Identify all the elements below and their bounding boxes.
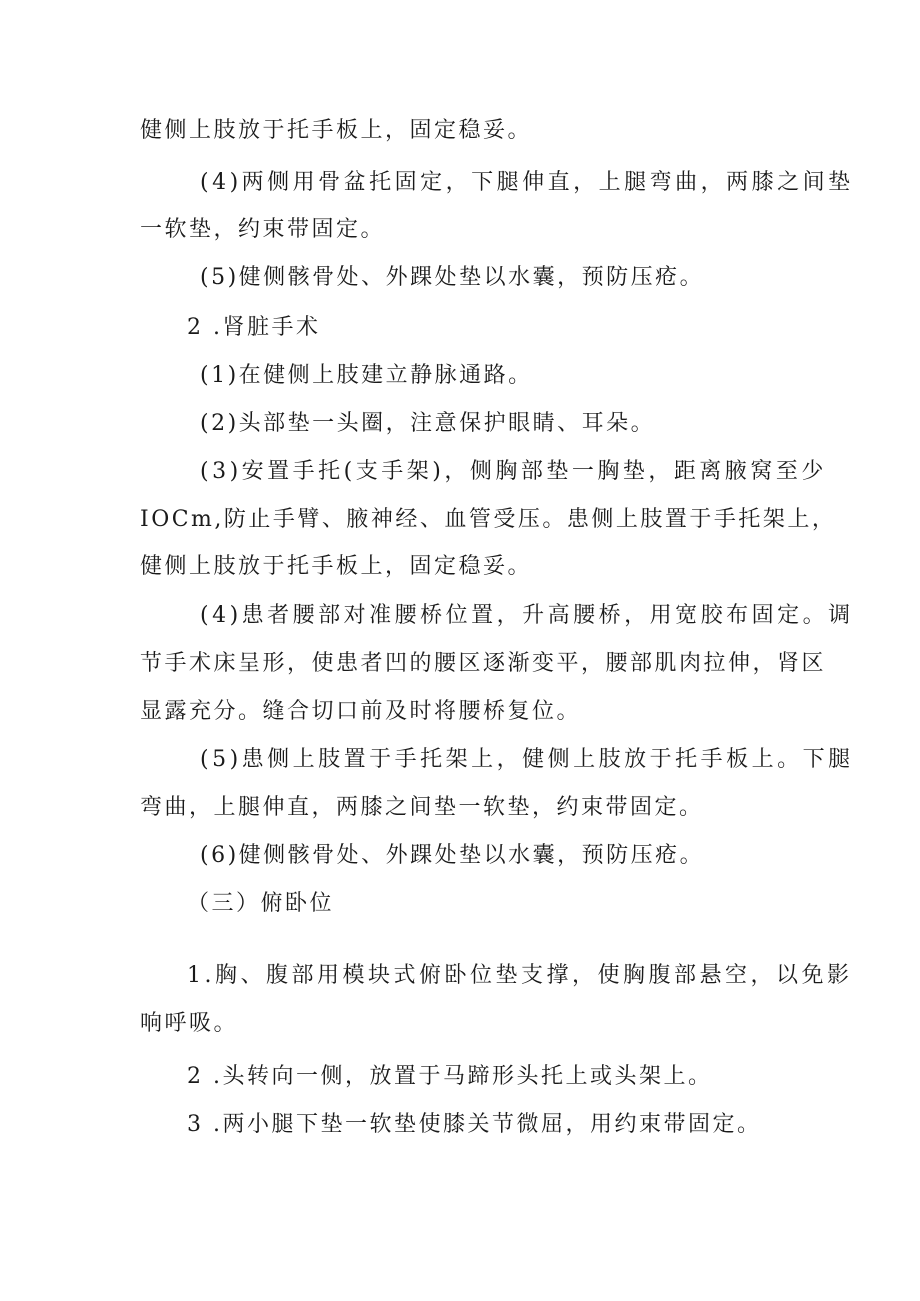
section-heading: （三）俯卧位 — [187, 891, 335, 916]
paragraph-line: 健侧上肢放于托手板上，固定稳妥。 — [140, 554, 533, 579]
paragraph-line: 弯曲，上腿伸直，两膝之间垫一软垫，约束带固定。 — [140, 795, 704, 820]
paragraph-line: (4)患者腰部对准腰桥位置，升高腰桥，用宽胶布固定。调 — [200, 603, 854, 628]
paragraph-line: 健侧上肢放于托手板上，固定稳妥。 — [140, 118, 533, 143]
paragraph-line: (4)两侧用骨盆托固定，下腿伸直，上腿弯曲，两膝之间垫 — [200, 170, 854, 195]
paragraph-line: 一软垫，约束带固定。 — [140, 217, 386, 242]
paragraph-line: 2 .头转向一侧，放置于马蹄形头托上或头架上。 — [187, 1064, 713, 1089]
paragraph-line: (2)头部垫一头圈，注意保护眼睛、耳朵。 — [200, 411, 656, 436]
paragraph-line: 节手术床呈形，使患者凹的腰区逐渐变平，腰部肌肉拉伸，肾区 — [140, 651, 827, 676]
paragraph-line: 响呼吸。 — [140, 1011, 239, 1036]
paragraph-line: 3 .两小腿下垫一软垫使膝关节微屈，用约束带固定。 — [187, 1112, 762, 1137]
paragraph-line: IOCm,防止手臂、腋神经、血管受压。患侧上肢置于手托架上， — [140, 507, 837, 532]
paragraph-line: (5)患侧上肢置于手托架上，健侧上肢放于托手板上。下腿 — [200, 747, 854, 772]
paragraph-line: (6)健侧骸骨处、外踝处垫以水囊，预防压疮。 — [200, 843, 705, 868]
paragraph-line: 显露充分。缝合切口前及时将腰桥复位。 — [140, 699, 582, 724]
paragraph-line: (3)安置手托(支手架)，侧胸部垫一胸垫，距离腋窝至少 — [200, 459, 827, 484]
section-heading: 2 .肾脏手术 — [187, 315, 321, 340]
paragraph-line: (5)健侧骸骨处、外踝处垫以水囊，预防压疮。 — [200, 265, 705, 290]
paragraph-line: 1.胸、腹部用模块式俯卧位垫支撑，使胸腹部悬空，以免影 — [187, 963, 853, 988]
paragraph-line: (1)在健侧上肢建立静脉通路。 — [200, 363, 533, 388]
